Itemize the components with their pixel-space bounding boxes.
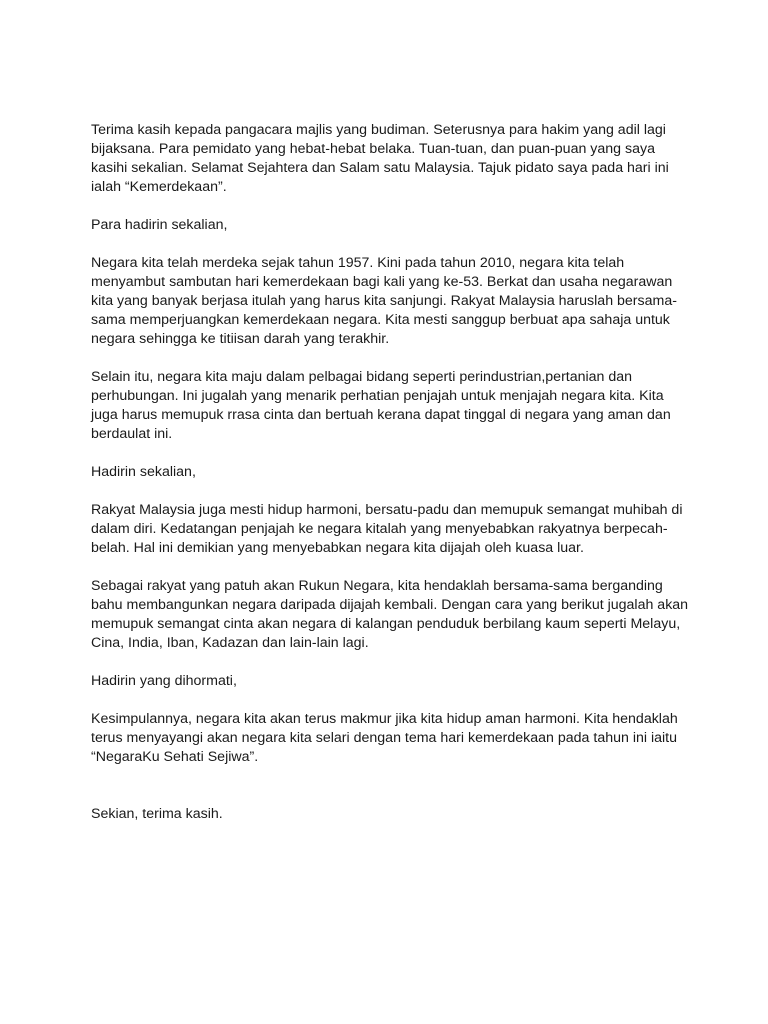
closing-line: Sekian, terima kasih.	[91, 806, 223, 822]
paragraph-merdeka: Negara kita telah merdeka sejak tahun 1957. Kini pada tahun 2010, negara kita telah menyambut sambutan hari kemerdekaan bagi kali yang ke-53. Berkat dan usaha negarawan kita yang banyak berjasa itulah yang harus kita sanjungi. Rakyat Malaysia haruslah bersama-sama memperjuangkan kemerdekaan negara. Kita mesti sanggup berbuat apa sahaja untuk negara sehingga ke titiisan darah yang terakhir.	[91, 255, 677, 347]
paragraph-kesimpulan: Kesimpulannya, negara kita akan terus makmur jika kita hidup aman harmoni. Kita hendaklah terus menyayangi akan negara kita selari dengan tema hari kemerdekaan pada tahun ini iaitu “NegaraKu Sehati Sejiwa”.	[91, 711, 678, 765]
salutation-hadirin: Hadirin sekalian,	[91, 464, 196, 480]
paragraph-rukun-negara: Sebagai rakyat yang patuh akan Rukun Negara, kita hendaklah bersama-sama berganding bahu membangunkan negara daripada dijajah kembali. Dengan cara yang berikut jugalah akan memupuk semangat cinta akan negara di kalangan penduduk berbilang kaum seperti Melayu, Cina, India, Iban, Kadazan dan lain-lain lagi.	[91, 578, 689, 651]
paragraph-harmoni: Rakyat Malaysia juga mesti hidup harmoni, bersatu-padu dan memupuk semangat muhibah di dalam diri. Kedatangan penjajah ke negara kitalah yang menyebabkan rakyatnya berpecah-belah. Hal ini demikian yang menyebabkan negara kita dijajah oleh kuasa luar.	[91, 502, 683, 556]
paragraph-kemajuan: Selain itu, negara kita maju dalam pelbagai bidang seperti perindustrian,pertanian dan perhubungan. Ini jugalah yang menarik perhatian penjajah untuk menjajah negara kita. Kita juga harus memupuk rrasa cinta dan bertuah kerana dapat tinggal di negara yang aman dan berdaulat ini.	[91, 369, 671, 442]
speech-text	[91, 121, 691, 843]
salutation-dihormati: Hadirin yang dihormati,	[91, 673, 237, 689]
paragraph-opening: Terima kasih kepada pangacara majlis yang budiman. Seterusnya para hakim yang adil lagi bijaksana. Para pemidato yang hebat-hebat belaka. Tuan-tuan, dan puan-puan yang saya kasihi sekalian. Selamat Sejahtera dan Salam satu Malaysia. Tajuk pidato saya pada hari ini ialah “Kemerdekaan”.	[91, 122, 669, 195]
salutation-para-hadirin: Para hadirin sekalian,	[91, 217, 228, 233]
